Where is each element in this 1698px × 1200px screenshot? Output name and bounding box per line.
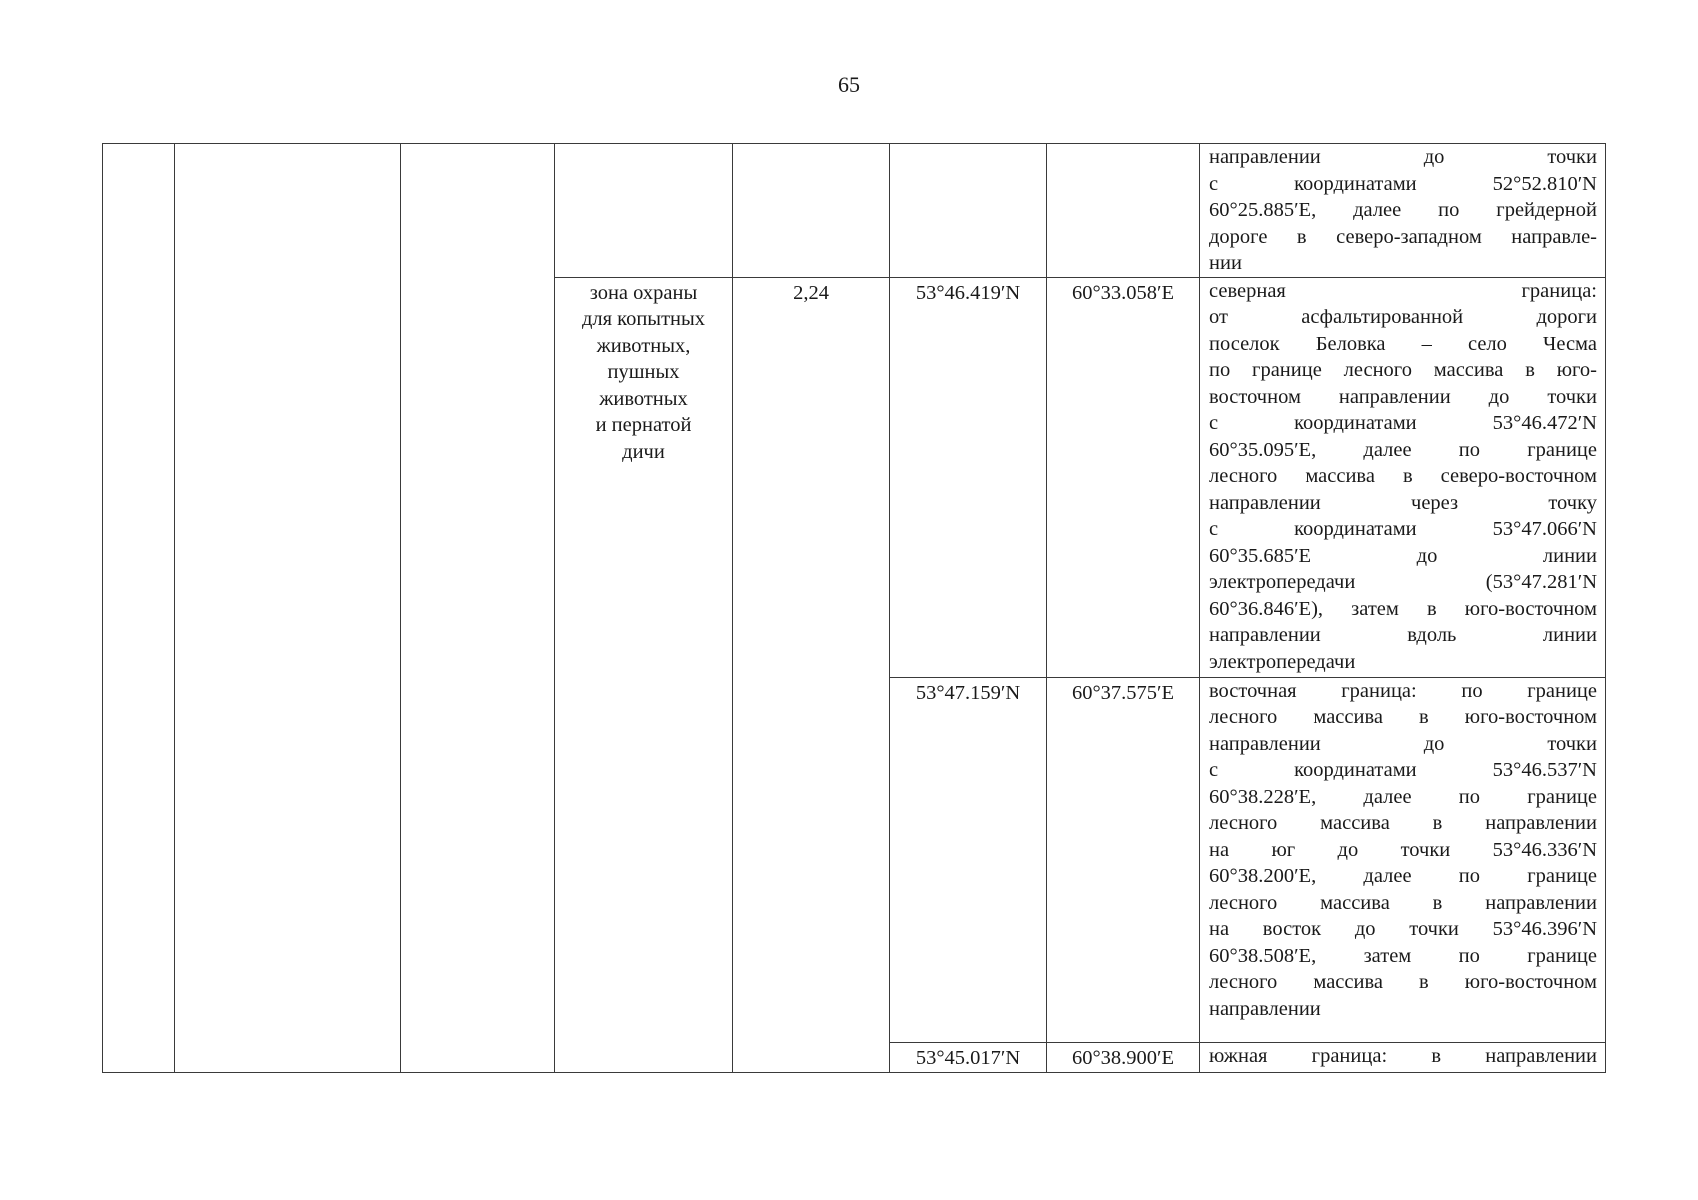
latitude-cell: 53°46.419′N [890,277,1047,677]
description-line: 60°38.508′E, затем по границе [1209,944,1597,967]
description-line: 60°36.846′E), затем в юго-восточном [1209,597,1597,620]
description-line: с координатами 52°52.810′N [1209,172,1597,195]
area-cell [733,144,890,278]
description-line: северная граница: [1209,279,1597,302]
description-line: нии [1209,252,1242,274]
description-cell [1200,677,1606,1042]
description-line: с координатами 53°47.066′N [1209,518,1597,540]
description-line: направлении [1209,997,1321,1020]
latitude-cell: 53°45.017′N [890,1042,1047,1072]
description-line: с координатами 53°46.537′N [1209,759,1597,781]
description-line: с координатами 53°46.472′N [1209,412,1597,434]
zone-line: животных [599,387,688,410]
description-line: 60°25.885′E, далее по грейдерной [1209,199,1597,221]
longitude-cell [1047,144,1200,278]
zone-line: для копытных [581,308,706,330]
description-line: направлении до точки [1209,146,1597,168]
description-line: на восток до точки 53°46.396′N [1209,918,1597,940]
col-number-cell [103,144,175,1073]
description-line: лесного массива в северо-восточном [1209,465,1597,487]
latitude-cell: 53°47.159′N [890,677,1047,1042]
description-cell [1200,277,1606,677]
zone-type-cell [555,277,733,1072]
description-line: дороге в северо-западном направле- [1209,225,1597,248]
description-cell [1200,144,1606,278]
zone-cell [555,144,733,278]
description-line: лесного массива в юго-восточном [1209,971,1597,993]
description-line: 60°38.228′E, далее по границе [1209,785,1597,808]
zone-line: и пернатой [595,414,692,436]
description-line: поселок Беловка – село Чесма [1209,332,1597,355]
description-line: на юг до точки 53°46.336′N [1209,838,1597,861]
description-line: электропередачи (53°47.281′N [1209,571,1597,593]
description-line: восточная граница: по границе [1209,679,1597,702]
latitude-cell [890,144,1047,278]
description-line: 60°35.095′E, далее по границе [1209,438,1597,461]
col-location-cell [401,144,555,1073]
description-cell [1200,1042,1606,1072]
zone-line: пушных [607,361,680,383]
description-line: направлении через точку [1209,491,1597,514]
zone-line: зона охраны [589,281,698,304]
description-line: по границе лесного массива в юго- [1209,359,1597,381]
longitude-cell: 60°33.058′E [1047,277,1200,677]
description-line: 60°35.685′E до линии [1209,544,1597,567]
area-cell: 2,24 [733,277,890,1072]
zones-table [102,143,1606,1073]
description-line: направлении до точки [1209,732,1597,755]
description-line: восточном направлении до точки [1209,385,1597,408]
description-line: направлении вдоль линии [1209,624,1597,646]
description-line: 60°38.200′E, далее по границе [1209,865,1597,887]
description-line: от асфальтированной дороги [1209,306,1597,328]
longitude-cell: 60°38.900′E [1047,1042,1200,1072]
col-name-cell [175,144,401,1073]
zone-line: животных, [596,334,691,357]
longitude-cell: 60°37.575′E [1047,677,1200,1042]
description-line: электропередачи [1209,650,1356,673]
description-line: лесного массива в направлении [1209,891,1597,914]
zone-line: дичи [622,440,665,463]
description-line: лесного массива в юго-восточном [1209,706,1597,728]
description-line: южная граница: в направлении [1209,1044,1597,1067]
table-row [103,144,1606,278]
page-number: 65 [838,72,860,97]
description-line: лесного массива в направлении [1209,812,1597,834]
